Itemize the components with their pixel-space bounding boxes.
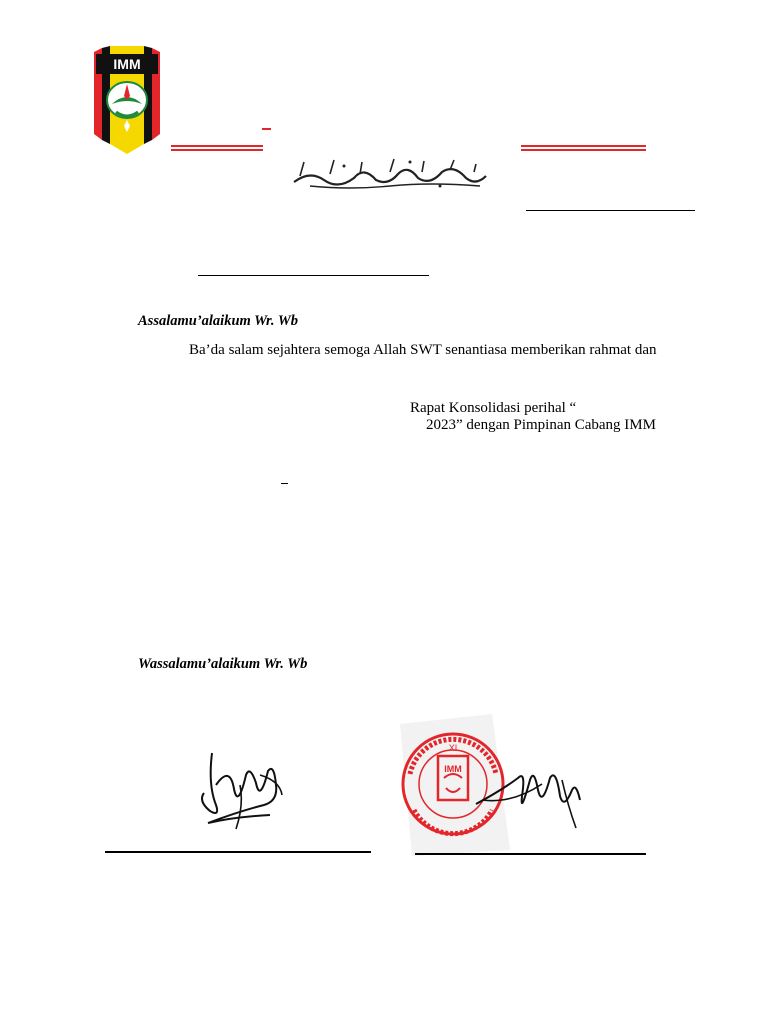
imm-logo: [94, 40, 160, 154]
header-red-rule-right: [521, 145, 646, 153]
year-line: 2023” dengan Pimpinan Cabang IMM: [426, 417, 656, 433]
stamp-inner-text: IMM: [444, 764, 462, 774]
header-red-dash: [262, 128, 271, 130]
closing-greeting: Wassalamu’alaikum Wr. Wb: [138, 656, 308, 672]
signature-left: [190, 745, 290, 835]
small-dash: [281, 483, 288, 484]
signature-line-right: [415, 853, 646, 855]
signature-line-left: [105, 851, 371, 853]
header-red-rule-left: [171, 145, 263, 153]
stamp-roman: XI: [448, 743, 458, 753]
basmalah-calligraphy: [290, 156, 490, 190]
recipient-line: [198, 275, 429, 276]
date-line: [526, 210, 695, 211]
greeting: Assalamu’alaikum Wr. Wb: [138, 313, 298, 329]
paragraph-opening: Ba’da salam sejahtera semoga Allah SWT senantiasa memberikan rahmat dan: [189, 342, 657, 358]
signature-right: [472, 760, 592, 830]
rapat-line: Rapat Konsolidasi perihal “: [410, 400, 577, 416]
logo-text: IMM: [113, 56, 141, 72]
